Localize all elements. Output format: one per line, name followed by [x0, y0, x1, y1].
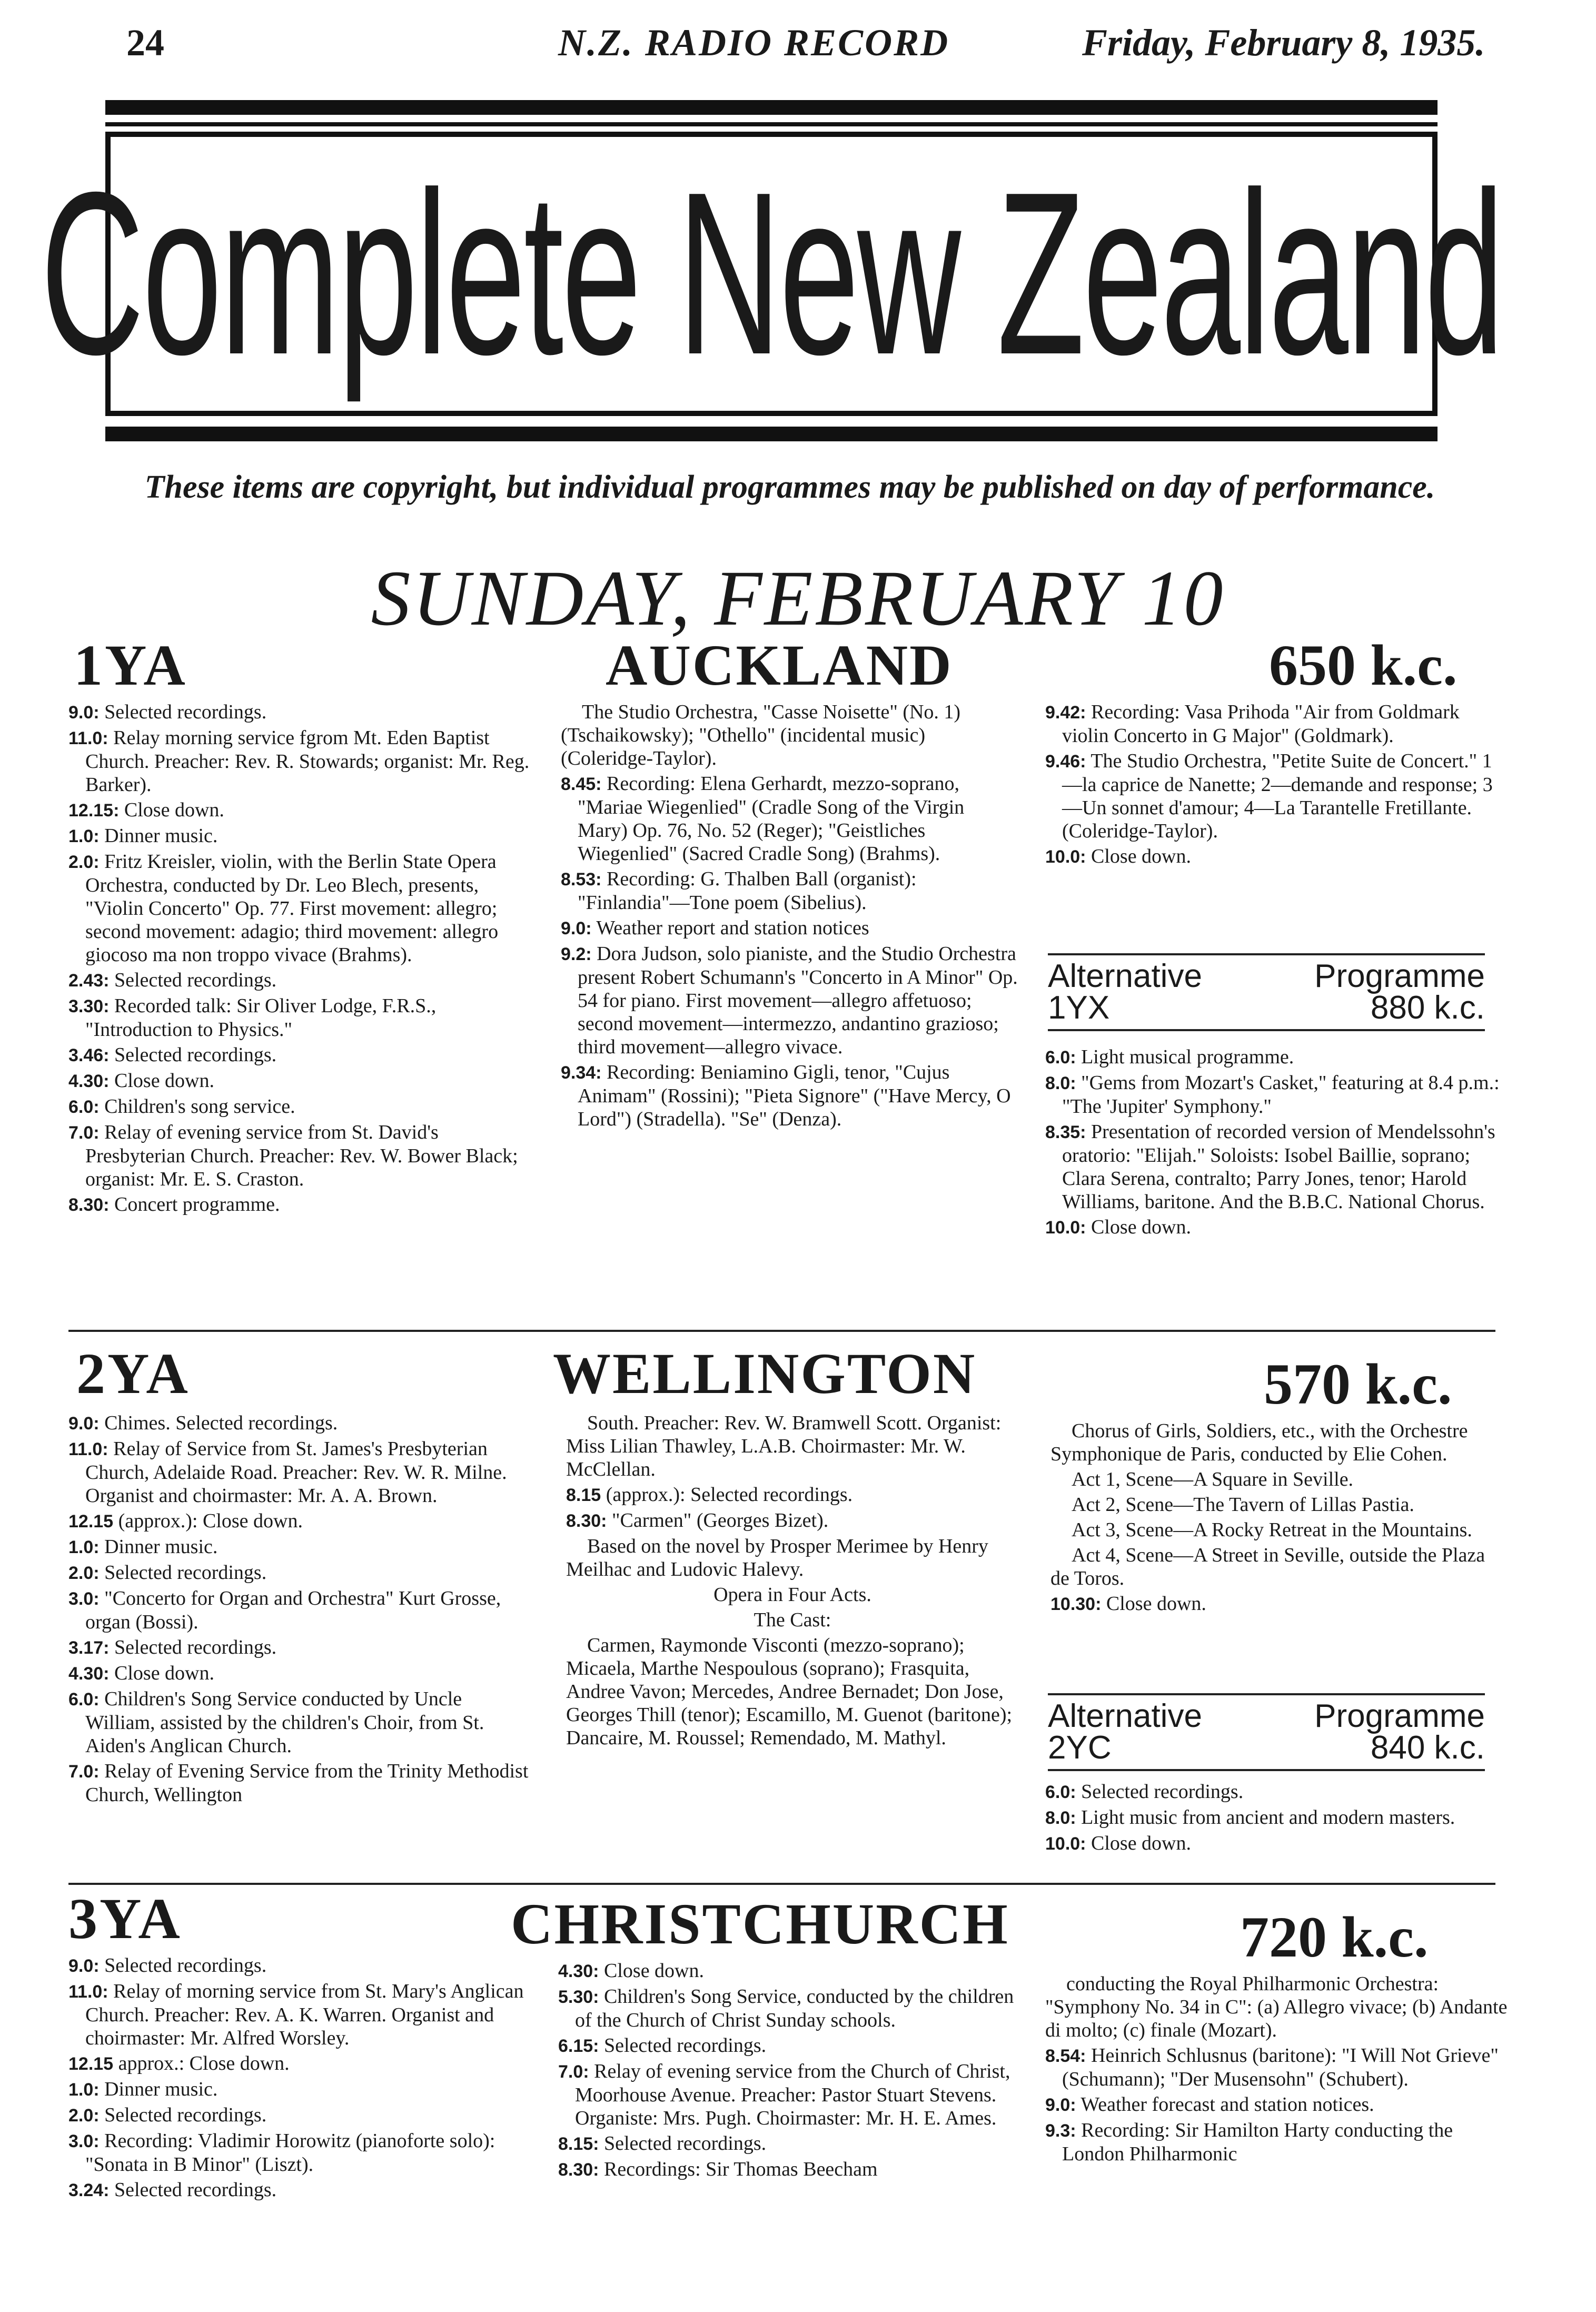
station-freq-2ya: 570 k.c. — [1264, 1352, 1452, 1416]
column-1ya-1 — [68, 700, 532, 1219]
program-entry: 8.15: Selected recordings. — [558, 2132, 767, 2155]
section-rule — [68, 1883, 1495, 1885]
program-entry: 9.42: Recording: Vasa Prihoda "Air from Goldmark violin Concerto in G Major" (Goldmark). — [1045, 701, 1460, 747]
column-2ya-1 — [68, 1411, 532, 1809]
program-entry: 7.0: Relay of Evening Service from the Trinity Methodist Church, Wellington — [68, 1760, 529, 1806]
cast-heading: The Cast: — [754, 1609, 831, 1631]
program-entry: 3.30: Recorded talk: Sir Oliver Lodge, F.R.S., "Introduction to Physics." — [68, 995, 437, 1041]
program-entry: 8.30: Recordings: Sir Thomas Beecham — [558, 2158, 878, 2180]
program-entry: 4.30: Close down. — [558, 1960, 704, 1982]
program-entry: 10.0: Close down. — [1045, 1216, 1191, 1238]
program-entry: 10.30: Close down. — [1050, 1593, 1206, 1615]
station-call-3ya: 3YA — [68, 1886, 182, 1951]
opera-acts: Opera in Four Acts. — [713, 1584, 871, 1606]
copyright-notice: These items are copyright, but individual programmes may be published on day of performance. — [144, 469, 1435, 505]
section-rule — [68, 1330, 1495, 1332]
column-3ya-1 — [68, 1954, 532, 2204]
banner-title: Complete New Zealand — [40, 144, 1503, 403]
program-entry: 8.15 (approx.): Selected recordings. — [566, 1484, 853, 1506]
program-entry: 9.3: Recording: Sir Hamilton Harty conducting the London Philharmonic — [1045, 2119, 1453, 2165]
program-entry: 3.0: "Concerto for Organ and Orchestra" Kurt Grosse, organ (Bossi). — [68, 1587, 501, 1633]
program-entry: 8.35: Presentation of recorded version of Mendelssohn's oratorio: "Elijah." Soloists: Isobel Baillie, soprano; Clara Serena, contralto; Parry Jones, tenor; Harold Williams, baritone. And the B.B.C. National Chorus. — [1045, 1121, 1495, 1213]
station-call-1ya: 1YA — [74, 633, 187, 697]
page-number: 24 — [126, 22, 164, 64]
program-entry: 3.24: Selected recordings. — [68, 2179, 277, 2201]
program-entry: 3.46: Selected recordings. — [68, 1044, 277, 1066]
alt-label-programme: Programme — [1314, 1698, 1485, 1734]
station-freq-3ya: 720 k.c. — [1240, 1905, 1429, 1969]
program-entry: 9.0: Selected recordings. — [68, 1954, 267, 1977]
program-entry: 8.53: Recording: G. Thalben Ball (organist): "Finlandia"—Tone poem (Sibelius). — [561, 868, 917, 914]
alt-freq: 840 k.c. — [1370, 1730, 1485, 1766]
program-entry: 12.15 approx.: Close down. — [68, 2052, 290, 2074]
program-entry: 1.0: Dinner music. — [68, 825, 218, 847]
program-entry: 9.2: Dora Judson, solo pianiste, and the Studio Orchestra present Robert Schumann's "Concerto in A Minor" Op. 54 for piano. First movement—allegro affetuoso; second movement—intermezzo, andantino grazioso; third movement—allegro vivace. — [561, 943, 1018, 1058]
cast-list: Carmen, Raymonde Visconti (mezzo-soprano); Micaela, Marthe Nespoulous (soprano); Frasquita, Andree Vavon; Mercedes, Andree Bernadet; Don Jose, Georges Thill (tenor); Escamillo, M. Guenot (baritone); Dancaire, M. Roussel; Remendado, M. Mathyl. — [566, 1634, 1013, 1749]
alt-label: Alternative — [1048, 1698, 1202, 1734]
act-entry: Act 1, Scene—A Square in Seville. — [1072, 1468, 1354, 1490]
program-entry: 2.0: Selected recordings. — [68, 2104, 267, 2126]
station-city-christchurch: CHRISTCHURCH — [511, 1892, 1009, 1956]
program-entry: 6.15: Selected recordings. — [558, 2034, 767, 2057]
program-entry: 9.0: Weather report and station notices — [561, 917, 869, 939]
program-entry: 9.0: Chimes. Selected recordings. — [68, 1412, 338, 1434]
station-freq-1ya: 650 k.c. — [1269, 633, 1458, 697]
column-3ya-3 — [1045, 1972, 1509, 2168]
column-2ya-2 — [566, 1411, 1019, 1752]
program-entry: 4.30: Close down. — [68, 1070, 214, 1092]
program-entry: 2.0: Fritz Kreisler, violin, with the Berlin State Opera Orchestra, conducted by Dr. Leo Blech, presents, "Violin Concerto" Op. 77. First movement: allegro; second movement: adagio; third movement: allegro giocoso ma non troppo vivace (Brahms). — [68, 851, 499, 966]
day-title: SUNDAY, FEBRUARY 10 — [371, 555, 1225, 642]
program-entry: 8.0: "Gems from Mozart's Casket," featuring at 8.4 p.m.: "The 'Jupiter' Symphony." — [1045, 1072, 1500, 1118]
publication-title: N.Z. RADIO RECORD — [558, 22, 950, 64]
program-entry: 8.30: "Carmen" (Georges Bizet). — [566, 1509, 829, 1532]
program-entry: The Studio Orchestra, "Casse Noisette" (No. 1) (Tschaikowsky); "Othello" (incidental music) (Coleridge-Taylor). — [561, 701, 961, 769]
program-entry: 3.0: Recording: Vladimir Horowitz (pianoforte solo): "Sonata in B Minor" (Liszt). — [68, 2130, 495, 2176]
program-entry: 2.43: Selected recordings. — [68, 969, 277, 991]
column-2ya-3 — [1050, 1419, 1509, 1618]
alt-label-programme: Programme — [1314, 958, 1485, 994]
alt-call: 2YC — [1048, 1730, 1112, 1766]
alt-call: 1YX — [1048, 990, 1110, 1026]
program-entry: 8.45: Recording: Elena Gerhardt, mezzo-soprano, "Mariae Wiegenlied" (Cradle Song of the Virgin Mary) Op. 76, No. 52 (Reger); "Geistliches Wiegenlied" (Sacred Cradle Song) (Brahms). — [561, 773, 965, 865]
program-entry: South. Preacher: Rev. W. Bramwell Scott. Organist: Miss Lilian Thawley, L.A.B. Choirmaster: Mr. W. McClellan. — [566, 1412, 1002, 1480]
program-entry: 9.0: Weather forecast and station notices. — [1045, 2093, 1374, 2116]
program-entry: 9.0: Selected recordings. — [68, 701, 267, 723]
program-entry: 12.15: Close down. — [68, 799, 224, 821]
act-entry: Act 4, Scene—A Street in Seville, outside the Plaza de Toros. — [1050, 1544, 1485, 1589]
banner-rule — [105, 122, 1438, 126]
program-entry: 8.30: Concert programme. — [68, 1193, 280, 1216]
program-entry: 9.46: The Studio Orchestra, "Petite Suite de Concert." 1—la caprice de Nanette; 2—demande and response; 3—Un sonnet d'amour; 4—La Tarantelle Fretillante. (Coleridge-Taylor). — [1045, 750, 1493, 842]
program-entry: 6.0: Selected recordings. — [1045, 1781, 1244, 1803]
program-entry: 8.54: Heinrich Schlusnus (baritone): "I Will Not Grieve" (Schumann); "Der Musensohn" (Schubert). — [1045, 2044, 1499, 2090]
issue-date: Friday, February 8, 1935. — [1082, 22, 1485, 64]
banner-bottom-bar — [105, 427, 1438, 441]
column-1yx — [1045, 1045, 1509, 1241]
program-entry: 1.0: Dinner music. — [68, 2078, 218, 2100]
program-entry: 6.0: Children's Song Service conducted by Uncle William, assisted by the children's Choir, from St. Aiden's Anglican Church. — [68, 1688, 484, 1757]
alt-label: Alternative — [1048, 958, 1202, 994]
program-entry: 4.30: Close down. — [68, 1662, 214, 1684]
act-entry: Act 3, Scene—A Rocky Retreat in the Mountains. — [1072, 1519, 1472, 1541]
program-entry: 1.0: Dinner music. — [68, 1536, 218, 1558]
program-entry: 6.0: Light musical programme. — [1045, 1046, 1294, 1068]
program-entry: 7.0: Relay of evening service from the Church of Christ, Moorhouse Avenue. Preacher: Pastor Stuart Stevens. Organiste: Mrs. Pugh. Choirmaster: Mr. H. E. Ames. — [558, 2060, 1010, 2129]
column-1ya-3 — [1045, 700, 1509, 871]
alt-freq: 880 k.c. — [1370, 990, 1485, 1026]
program-entry: 9.34: Recording: Beniamino Gigli, tenor, "Cujus Animam" (Rossini); "Pieta Signore" ("Have Mercy, O Lord") (Stradella). "Se" (Denza). — [561, 1061, 1011, 1130]
act-entry: Act 2, Scene—The Tavern of Lillas Pastia. — [1072, 1494, 1414, 1516]
alternative-box-2yc — [1048, 1693, 1485, 1771]
program-entry: 8.0: Light music from ancient and modern masters. — [1045, 1806, 1455, 1829]
program-entry: 3.17: Selected recordings. — [68, 1636, 277, 1658]
program-entry: 11.0: Relay morning service fgrom Mt. Eden Baptist Church. Preacher: Rev. R. Stowards; organist: Mr. Reg. Barker). — [68, 727, 530, 796]
program-entry: 5.30: Children's Song Service, conducted by the children of the Church of Christ Sunday schools. — [558, 1985, 1014, 2031]
column-1ya-2 — [561, 700, 1019, 1133]
program-entry: 11.0: Relay of morning service from St. Mary's Anglican Church. Preacher: Rev. A. K. Warren. Organist and choirmaster: Mr. Alfred Worsley. — [68, 1980, 524, 2049]
program-entry: 7.0: Relay of evening service from St. David's Presbyterian Church. Preacher: Rev. W. Bower Black; organist: Mr. E. S. Craston. — [68, 1121, 518, 1190]
alternative-box-1yx — [1048, 953, 1485, 1031]
banner-top-bar — [105, 100, 1438, 115]
program-entry: 10.0: Close down. — [1045, 1832, 1191, 1854]
chorus-note: Chorus of Girls, Soldiers, etc., with the Orchestre Symphonique de Paris, conducted by Elie Cohen. — [1050, 1420, 1468, 1465]
program-entry: conducting the Royal Philharmonic Orchestra: "Symphony No. 34 in C": (a) Allegro vivace; (b) Andante di molto; (c) finale (Mozart). — [1045, 1973, 1508, 2041]
station-city-auckland: AUCKLAND — [606, 633, 953, 697]
program-entry: 2.0: Selected recordings. — [68, 1562, 267, 1584]
station-city-wellington: WELLINGTON — [553, 1341, 977, 1406]
column-2yc — [1045, 1780, 1509, 1857]
program-entry: 12.15 (approx.): Close down. — [68, 1510, 303, 1532]
column-3ya-2 — [558, 1959, 1016, 2183]
program-entry: 11.0: Relay of Service from St. James's Presbyterian Church, Adelaide Road. Preacher: Rev. W. R. Milne. Organist and choirmaster: Mr. A. A. Brown. — [68, 1438, 507, 1507]
station-call-2ya: 2YA — [76, 1341, 190, 1406]
program-entry: 10.0: Close down. — [1045, 845, 1191, 867]
opera-note: Based on the novel by Prosper Merimee by Henry Meilhac and Ludovic Halevy. — [566, 1535, 988, 1580]
program-entry: 6.0: Children's song service. — [68, 1095, 295, 1118]
